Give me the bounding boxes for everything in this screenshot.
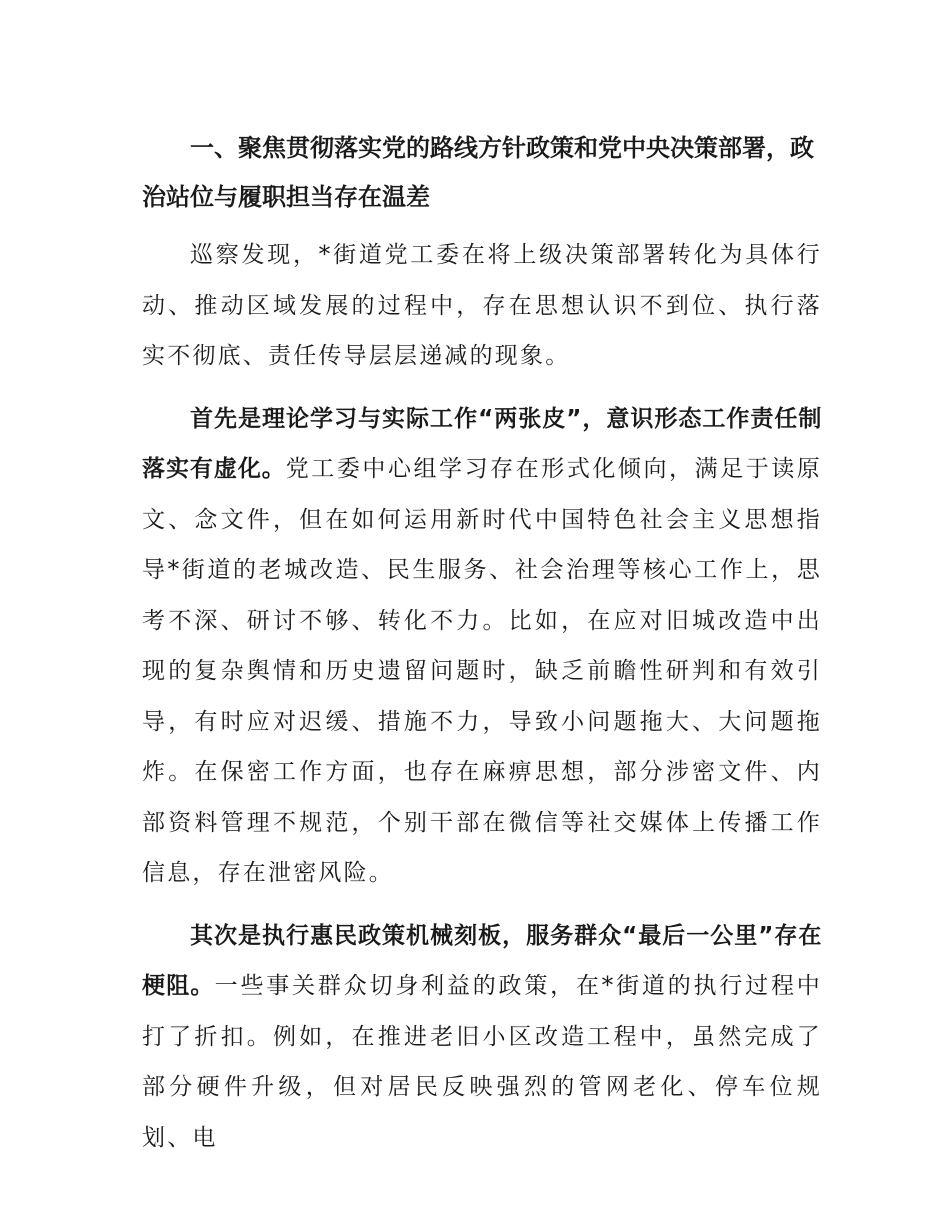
paragraph-3-lead: 其次是执行惠民政策机械刻板，服务群众“最后一公里”存在梗阻。 — [142, 922, 822, 999]
paragraph-3 — [142, 911, 822, 1164]
paragraph-1 — [142, 230, 822, 382]
paragraph-2-lead: 首先是理论学习与实际工作“两张皮”，意识形态工作责任制落实有虚化。 — [142, 405, 822, 482]
section-heading: 一、聚焦贯彻落实党的路线方针政策和党中央决策部署，政治站位与履职担当存在温差 — [142, 134, 814, 211]
paragraph-2 — [142, 394, 822, 899]
document-page — [142, 124, 822, 1173]
paragraph-3-body: 一些事关群众切身利益的政策，在*街道的执行过程中打了折扣。例如，在推进老旧小区改造工程中，虽然完成了部分硬件升级，但对居民反映强烈的管网老化、停车位规划、电 — [142, 973, 822, 1151]
paragraph-1-body: 巡察发现，*街道党工委在将上级决策部署转化为具体行动、推动区域发展的过程中，存在思想认识不到位、执行落实不彻底、责任传导层层递减的现象。 — [142, 242, 822, 369]
paragraph-2-body: 党工委中心组学习存在形式化倾向，满足于读原文、念文件，但在如何运用新时代中国特色社会主义思想指导*街道的老城改造、民生服务、社会治理等核心工作上，思考不深、研讨不够、转化不力。比如，在应对旧城改造中出现的复杂舆情和历史遗留问题时，缺乏前瞻性研判和有效引导，有时应对迟缓、措施不力，导致小问题拖大、大问题拖炸。在保密工作方面，也存在麻痹思想，部分涉密文件、内部资料管理不规范，个别干部在微信等社交媒体上传播工作信息，存在泄密风险。 — [142, 456, 823, 886]
